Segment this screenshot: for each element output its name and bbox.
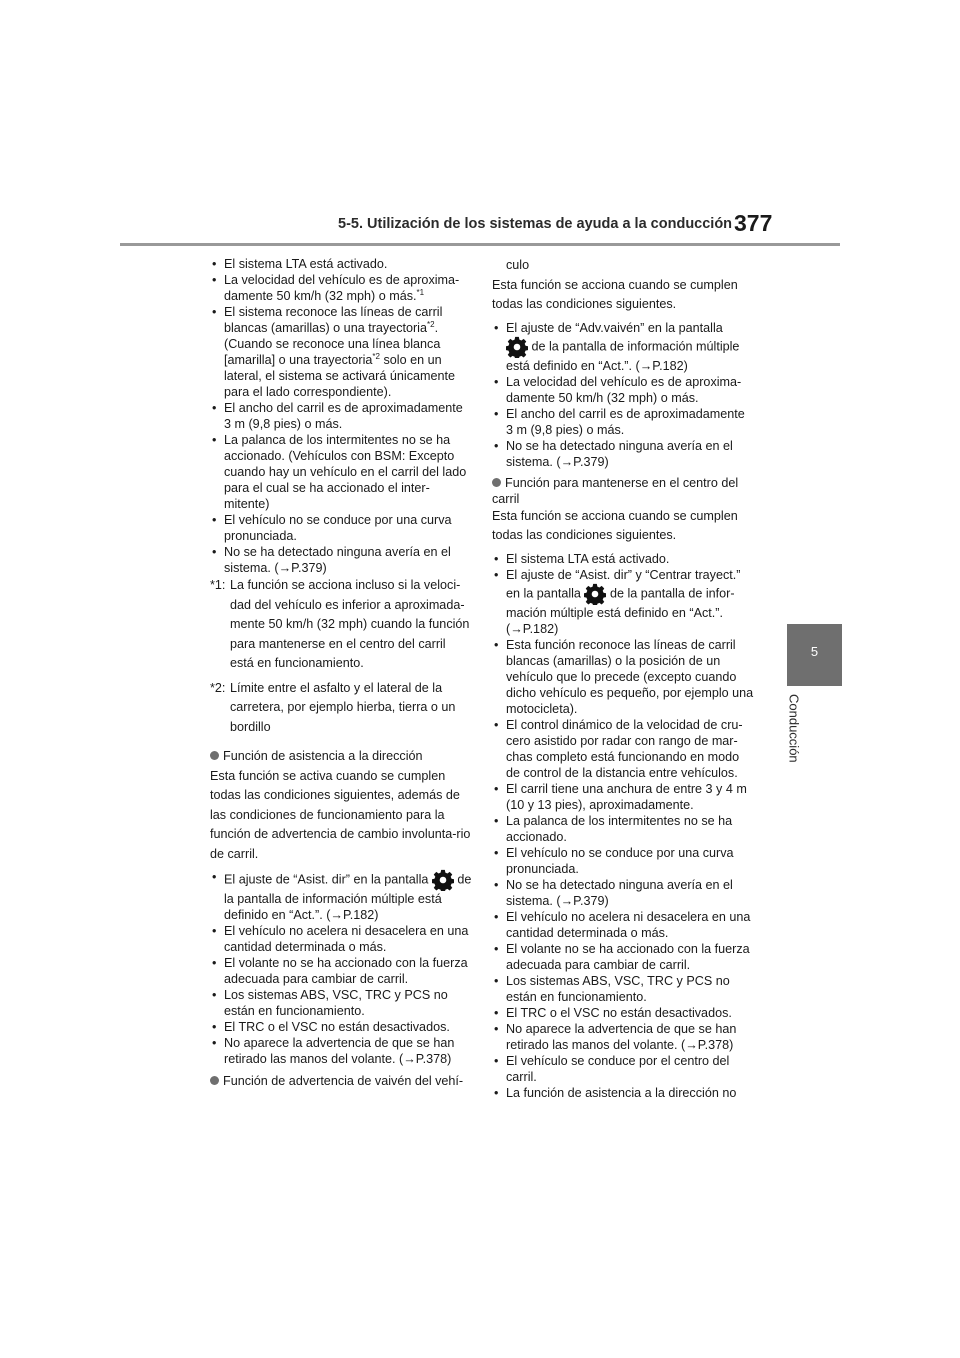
header-rule [120,243,840,246]
list-item: • El vehículo no acelera ni desacelera en una cantidad determinada o más. [210,923,472,955]
gear-icon [432,869,454,891]
list-item: • Esta función reconoce las líneas de carril blancas (amarillas) o la posición de un vehículo que lo precede (excepto cuando dicho vehículo es pequeño, por ejemplo una motocicleta). [492,637,754,717]
list-item: • El TRC o el VSC no están desactivados. [210,1019,472,1035]
list-item: • El ancho del carril es de aproximadamente 3 m (9,8 pies) o más. [210,400,472,432]
bullet-dot-icon [210,751,219,760]
list-item: • El vehículo no se conduce por una curva pronunciada. [210,512,472,544]
list-item: • Los sistemas ABS, VSC, TRC y PCS no están en funcionamiento. [210,987,472,1019]
list-item: • El sistema reconoce las líneas de carril blancas (amarillas) o una trayectoria$^{*2}$. (Cuando se reconoce una línea blanca [amarilla] o una trayectoria$^{*2}$ solo en un lateral, el sistema se activará únicamente para el lado correspondiente). [210,304,472,400]
list-item: • El ajuste de “Adv.vaivén” en la pantalla de la pantalla de información múltiple está definido en “Act.”. (→P.182) [492,320,754,374]
chapter-number: 5 [810,644,819,659]
page-number: 377 [734,210,773,236]
section-heading: Función de advertencia de vaivén del vehí- [210,1072,472,1092]
list-item: • El vehículo se conduce por el centro del carril. [492,1053,754,1085]
section-title: 5-5. Utilización de los sistemas de ayuda a la conducción [338,216,733,232]
gear-icon [506,336,528,358]
list-item: • El sistema LTA está activado. [492,551,754,567]
list-item: • El carril tiene una anchura de entre 3 y 4 m (10 y 13 pies), aproximadamente. [492,781,754,813]
paragraph: Esta función se activa cuando se cumplen todas las condiciones siguientes, además de las condiciones de funcionamiento para la función de advertencia de cambio involunta-rio de carril. [210,768,471,861]
list-item: • La velocidad del vehículo es de aproxima-damente 50 km/h (32 mph) o más. [492,374,754,406]
list-item: • El ajuste de “Asist. dir” y “Centrar trayect.” en la pantalla de la pantalla de infor-mación múltiple está definido en “Act.”. (→P.182) [492,567,754,637]
list-item: • La palanca de los intermitentes no se ha accionado. [492,813,754,845]
list-item: • El volante no se ha accionado con la fuerza adecuada para cambiar de carril. [492,941,754,973]
list-item: • Los sistemas ABS, VSC, TRC y PCS no están en funcionamiento. [492,973,754,1005]
list-item: • El control dinámico de la velocidad de cru-cero asistido por radar con rango de mar-chas completo está funcionando en modo de control de la distancia entre vehículos. [492,717,754,781]
list-item: • La velocidad del vehículo es de aproxima-damente 50 km/h (32 mph) o más.$^{*1}$ [210,272,472,304]
footnote-2: *2: Límite entre el asfalto y el lateral de la carretera, por ejemplo hierba, tierra o un bordillo [210,680,456,734]
list-item: • La palanca de los intermitentes no se ha accionado. (Vehículos con BSM: Excepto cuando hay un vehículo en el carril del lado para el cual se ha accionado el inter-mitente) [210,432,472,512]
list-item: • El volante no se ha accionado con la fuerza adecuada para cambiar de carril. [210,955,472,987]
paragraph: Esta función se acciona cuando se cumplen todas las condiciones siguientes. [492,277,738,311]
list-item: • El TRC o el VSC no están desactivados. [492,1005,754,1021]
list-item: • No se ha detectado ninguna avería en el sistema. (→P.379) [492,877,754,909]
list-item: • El ancho del carril es de aproximadamente 3 m (9,8 pies) o más. [492,406,754,438]
list-item: • El ajuste de “Asist. dir” en la pantalla de la pantalla de información múltiple está definido en “Act.”. (→P.182) [210,869,472,923]
footnote-1: *1: La función se acciona incluso si la veloci-dad del vehículo es inferior a aproximada-mente 50 km/h (32 mph) cuando la función para mantenerse en el centro del carril está en funcionamiento. [210,578,470,670]
section-heading: Función para mantenerse en el centro del carril [492,475,739,506]
section-heading-cont: culo [506,258,530,272]
list-item: • La función de asistencia a la dirección no [492,1085,754,1101]
list-item: • No se ha detectado ninguna avería en el sistema. (→P.379) [492,438,754,470]
paragraph: Esta función se acciona cuando se cumplen todas las condiciones siguientes. [492,508,738,542]
list-item: • No se ha detectado ninguna avería en el sistema. (→P.379) [210,544,472,576]
right-column [492,256,754,1101]
list-item: • El sistema LTA está activado. [210,256,472,272]
chapter-label: Conducción [786,694,802,763]
list-item: • El vehículo no se conduce por una curva pronunciada. [492,845,754,877]
list-item: • El vehículo no acelera ni desacelera en una cantidad determinada o más. [492,909,754,941]
chapter-tab[interactable] [787,624,842,686]
bullet-dot-icon [210,1076,219,1085]
gear-icon [584,583,606,605]
list-item: • No aparece la advertencia de que se han retirado las manos del volante. (→P.378) [210,1035,472,1067]
bullet-dot-icon [492,478,501,487]
list-item: • No aparece la advertencia de que se han retirado las manos del volante. (→P.378) [492,1021,754,1053]
left-column [210,256,472,1092]
section-heading: Función de asistencia a la dirección [210,747,472,767]
